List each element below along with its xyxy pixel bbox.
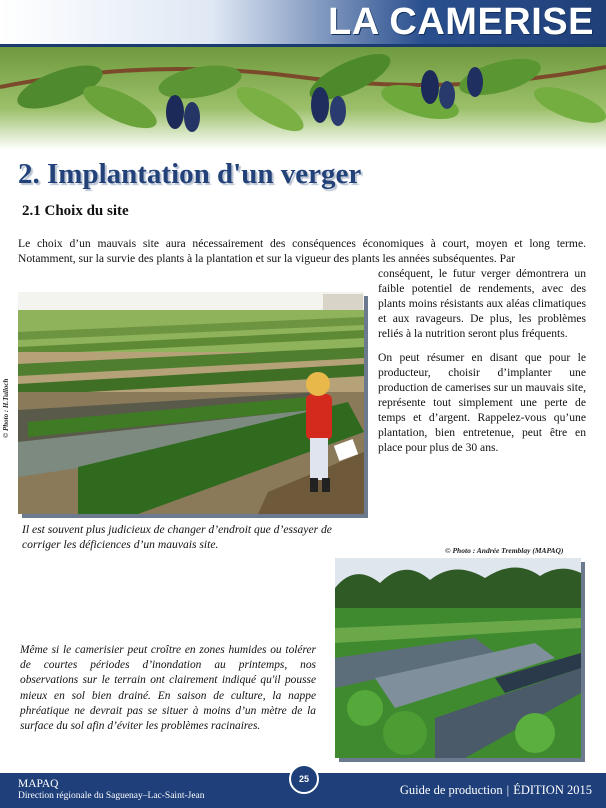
footer-edition-label: ÉDITION 2015 (513, 783, 592, 797)
subsection-title: 2.1 Choix du site (22, 203, 129, 219)
photo-wet-field (335, 558, 581, 758)
document-title: LA CAMERISE (328, 1, 594, 43)
photo-flooded-plantation (18, 292, 364, 514)
right-paragraph-2: On peut résumer en disant que pour le producteur, choisir d’implanter une production de camerises sur un mauvais site, représente tout simplement une perte de temps et d’argent. Rappelez-vous qu’une plantation, bien entretenue, peut être en place pour plus de 30 ans. (378, 351, 586, 454)
banner-image-haskap-berries (0, 47, 606, 150)
right-column-text (378, 266, 586, 464)
footer-guide-label: Guide de production (399, 783, 503, 797)
drainage-paragraph: Même si le camerisier peut croître en zones humides ou tolérer de courtes périodes d’inondation au printemps, nos observations sur le terrain ont clairement indiqué qu'il pousse mieux en sol bien drainé. En saison de culture, la nappe phréatique ne devrait pas se situer à moins d’un mètre de la surface du sol afin d’éviter les problèmes racinaires. (20, 644, 316, 733)
photo1-credit: © Photo : H.Tulloch (2, 378, 10, 438)
section-title: 2. Implantation d'un verger (18, 158, 362, 190)
photo1-caption: Il est souvent plus judicieux de changer d’endroit que d’essayer de corriger les déficiences d’un mauvais site. (22, 523, 332, 551)
page-number-badge: 25 (289, 764, 319, 794)
photo2-credit: © Photo : Andrée Tremblay (MAPAQ) (445, 546, 564, 555)
footer-separator: | (506, 783, 510, 797)
intro-paragraph: Le choix d’un mauvais site aura nécessairement des conséquences économiques à court, moyen et long terme. Notamment, sur la survie des plants à la plantation et sur la vigueur des plants les années subséquentes. Par (18, 237, 586, 265)
right-paragraph-1: conséquent, le futur verger démontrera un faible potentiel de rendements, avec des plants moins résistants aux aléas climatiques et aux ravageurs. De plus, les problèmes reliés à la nutrition seront plus fréquents. (378, 267, 586, 340)
footer-guide-edition (400, 783, 592, 798)
footer-organization: MAPAQ (18, 778, 59, 790)
page-header (0, 0, 606, 150)
footer-region: Direction régionale du Saguenay–Lac-Saint-Jean (18, 791, 205, 801)
